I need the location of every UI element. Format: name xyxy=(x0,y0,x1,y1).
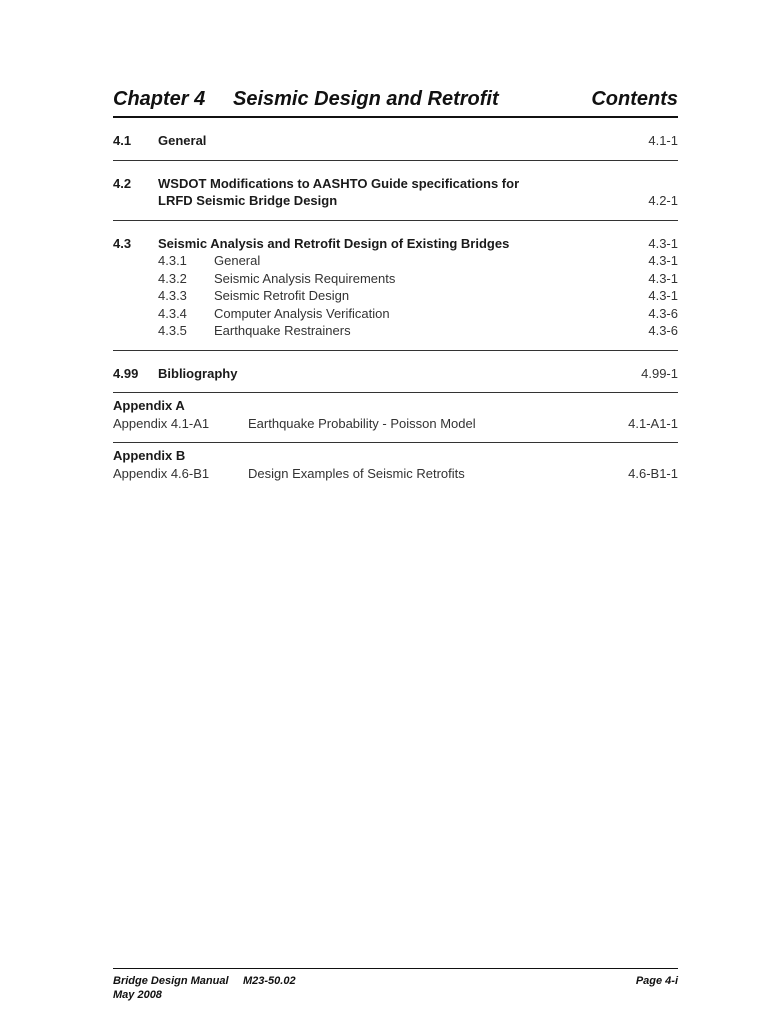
page-reference: 4.3-6 xyxy=(648,305,678,321)
appendix-heading: Appendix B xyxy=(113,448,186,463)
section-number: 4.3 xyxy=(113,235,132,251)
subsection-title: Seismic Retrofit Design xyxy=(214,288,350,303)
toc-section-4-99 xyxy=(113,351,678,394)
subsection-number: 4.3.3 xyxy=(158,288,187,303)
appendix-title: Design Examples of Seismic Retrofits xyxy=(248,465,465,481)
section-title: Bibliography xyxy=(158,365,238,381)
subsection-number: 4.3.4 xyxy=(158,305,187,321)
page-number: Page 4-i xyxy=(635,975,678,987)
subsection-title: Seismic Analysis Requirements xyxy=(214,270,396,286)
appendix-heading: Appendix A xyxy=(113,398,185,413)
document-number: M23-50.02 xyxy=(243,975,296,987)
manual-title: Bridge Design Manual xyxy=(113,975,229,987)
toc-appendix-entry[interactable] xyxy=(113,465,678,483)
subsection-number: 4.3.5 xyxy=(158,323,187,338)
page-reference: 4.3-6 xyxy=(648,323,678,338)
toc-section-4-2 xyxy=(113,161,678,221)
subsection-title: Computer Analysis Verification xyxy=(214,305,390,321)
subsection-title: Earthquake Restrainers xyxy=(214,323,351,338)
toc-entry[interactable] xyxy=(113,132,678,150)
page-reference: 4.1-A1-1 xyxy=(628,415,678,431)
toc-subentry[interactable] xyxy=(113,252,678,270)
toc-entry[interactable] xyxy=(113,235,678,253)
page-reference: 4.3-1 xyxy=(648,270,678,286)
toc-subentry[interactable] xyxy=(113,270,678,288)
subsection-number: 4.3.1 xyxy=(158,253,187,268)
toc-section-4-3 xyxy=(113,221,678,351)
toc-appendix-entry[interactable] xyxy=(113,415,678,433)
table-of-contents xyxy=(113,118,678,492)
subsection-number: 4.3.2 xyxy=(158,270,187,286)
subsection-title: General xyxy=(214,253,261,268)
toc-subentry[interactable] xyxy=(113,287,678,305)
section-number: 4.99 xyxy=(113,365,139,381)
publication-date: May 2008 xyxy=(113,989,162,1001)
section-title-line-2: LRFD Seismic Bridge Design xyxy=(158,193,338,208)
toc-subentry[interactable] xyxy=(113,322,678,340)
page-reference: 4.1-1 xyxy=(648,133,678,148)
chapter-title: Seismic Design and Retrofit xyxy=(233,88,499,110)
toc-entry[interactable] xyxy=(113,175,678,193)
page-reference: 4.3-1 xyxy=(648,235,678,251)
section-number: 4.1 xyxy=(113,133,132,148)
contents-label: Contents xyxy=(591,88,678,110)
toc-appendix-b xyxy=(113,443,678,492)
page-reference: 4.3-1 xyxy=(648,253,678,268)
page-footer xyxy=(113,968,678,1002)
section-title-line-1: WSDOT Modifications to AASHTO Guide specifications for xyxy=(158,175,520,191)
toc-appendix-a xyxy=(113,393,678,443)
section-number: 4.2 xyxy=(113,175,132,191)
chapter-header xyxy=(113,88,678,118)
toc-subentry[interactable] xyxy=(113,305,678,323)
toc-entry-continuation[interactable] xyxy=(113,192,678,210)
toc-entry[interactable] xyxy=(113,365,678,383)
appendix-title: Earthquake Probability - Poisson Model xyxy=(248,415,476,431)
appendix-number: Appendix 4.6-B1 xyxy=(113,465,210,481)
page-reference: 4.6-B1-1 xyxy=(628,465,678,481)
page-reference: 4.3-1 xyxy=(648,288,678,303)
section-title: Seismic Analysis and Retrofit Design of Existing Bridges xyxy=(158,235,510,251)
toc-section-4-1 xyxy=(113,118,678,161)
page-reference: 4.99-1 xyxy=(641,365,678,381)
document-page xyxy=(113,0,678,1024)
appendix-number: Appendix 4.1-A1 xyxy=(113,415,210,431)
section-title: General xyxy=(158,133,207,148)
page-reference: 4.2-1 xyxy=(648,193,678,208)
chapter-label: Chapter 4 xyxy=(113,88,206,110)
